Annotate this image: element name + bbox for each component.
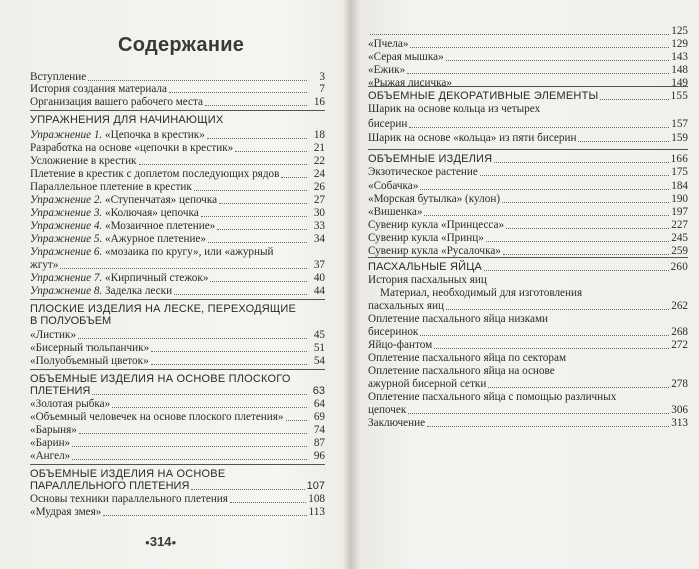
toc-entry[interactable]: Экзотическое растение 175 <box>368 166 688 178</box>
toc-section-heading[interactable]: ОБЪЕМНЫЕ ДЕКОРАТИВНЫЕ ЭЛЕМЕНТЫ 155 <box>368 86 688 103</box>
toc-entry[interactable]: «Ангел» 96 <box>30 450 325 462</box>
toc-entry-continuation[interactable]: жгут» 37 <box>30 259 325 271</box>
toc-entry-line[interactable]: Оплетение пасхального яйца с помощью различных <box>368 391 617 403</box>
toc-entry[interactable]: «Листик» 45 <box>30 329 325 341</box>
toc-entry[interactable]: Заключение 313 <box>368 417 688 429</box>
toc-entry-continuation[interactable]: пасхальных яиц 262 <box>368 300 688 312</box>
toc-entry-line[interactable]: История пасхальных яиц <box>368 274 487 286</box>
toc-entry[interactable]: Сувенир кукла «Русалочка» 259 <box>368 245 688 257</box>
toc-entry-continuation[interactable]: бисеринок 268 <box>368 326 688 338</box>
toc-section-continuation: В ПОЛУОБЪЕМ <box>30 315 112 327</box>
toc-entry[interactable]: Упражнение 1. «Цепочка в крестик» 18 <box>30 129 325 141</box>
toc-section-heading: ПЛОСКИЕ ИЗДЕЛИЯ НА ЛЕСКЕ, ПЕРЕХОДЯЩИЕ <box>30 299 325 316</box>
toc-entry[interactable]: «Морская бутылка» (кулон) 190 <box>368 193 688 205</box>
toc-section-continuation[interactable]: ПАРАЛЛЕЛЬНОГО ПЛЕТЕНИЯ 107 <box>30 480 325 492</box>
ornament-icon: ● <box>145 538 150 548</box>
page-title: Содержание <box>118 34 245 56</box>
page-number: ●314● <box>145 534 177 549</box>
toc-entry[interactable]: Организация вашего рабочего места 16 <box>30 96 325 108</box>
toc-entry[interactable]: «Вишенка» 197 <box>368 206 688 218</box>
toc-entry[interactable]: Упражнение 3. «Колючая» цепочка 30 <box>30 207 325 219</box>
toc-entry[interactable]: Вступление 3 <box>30 71 325 83</box>
toc-entry[interactable]: Параллельное плетение в крестик 26 <box>30 181 325 193</box>
toc-entry[interactable]: «Собачка» 184 <box>368 180 688 192</box>
toc-entry-line[interactable]: Оплетение пасхального яйца низками <box>368 313 549 325</box>
toc-section-heading[interactable]: ПАСХАЛЬНЫЕ ЯЙЦА 260 <box>368 257 688 274</box>
toc-entry[interactable]: «Объемный человечек на основе плоского плетения» 69 <box>30 411 325 423</box>
toc-entry-continuation[interactable]: цепочек 306 <box>368 404 688 416</box>
toc-entry-line[interactable]: Оплетение пасхального яйца по секторам <box>368 352 567 364</box>
toc-entry-line[interactable]: Упражнение 6. «мозаика по кругу», или «ажурный <box>30 246 274 258</box>
toc-entry[interactable]: 125 <box>368 25 688 38</box>
toc-entry-line[interactable]: Материал, необходимый для изготовления <box>380 287 583 299</box>
toc-section-heading: ОБЪЕМНЫЕ ИЗДЕЛИЯ НА ОСНОВЕ <box>30 464 325 481</box>
toc-section-heading: ОБЪЕМНЫЕ ИЗДЕЛИЯ НА ОСНОВЕ ПЛОСКОГО <box>30 369 325 386</box>
toc-entry[interactable]: Сувенир кукла «Принц» 245 <box>368 232 688 244</box>
toc-entry[interactable]: Яйцо-фантом 272 <box>368 339 688 351</box>
toc-entry[interactable]: Упражнение 8. Заделка лески 44 <box>30 285 325 297</box>
toc-entry-line[interactable]: Шарик на основе кольца из четырех <box>368 103 541 115</box>
toc-entry[interactable]: Усложнение в крестик 22 <box>30 155 325 167</box>
toc-entry[interactable]: Упражнение 7. «Кирпичный стежок» 40 <box>30 272 325 284</box>
toc-entry[interactable]: «Золотая рыбка» 64 <box>30 398 325 410</box>
toc-entry[interactable]: Упражнение 4. «Мозаичное плетение» 33 <box>30 220 325 232</box>
toc-section-heading[interactable]: ОБЪЕМНЫЕ ИЗДЕЛИЯ 166 <box>368 149 688 166</box>
toc-entry[interactable]: «Серая мышка» 143 <box>368 51 688 63</box>
toc-entry-continuation[interactable]: бисерин 157 <box>368 118 688 130</box>
toc-entry[interactable]: «Барин» 87 <box>30 437 325 449</box>
toc-entry[interactable]: Шарик на основе «кольца» из пяти бисерин 159 <box>368 132 688 144</box>
toc-section-heading: УПРАЖНЕНИЯ ДЛЯ НАЧИНАЮЩИХ <box>30 110 325 127</box>
right-page <box>352 0 699 569</box>
toc-entry[interactable]: «Бисерный тюльпанчик» 51 <box>30 342 325 354</box>
toc-entry[interactable]: «Ежик» 148 <box>368 64 688 76</box>
toc-section-continuation[interactable]: ПЛЕТЕНИЯ 63 <box>30 385 325 397</box>
toc-entry[interactable]: «Полуобъемный цветок» 54 <box>30 355 325 367</box>
toc-entry[interactable]: «Барыня» 74 <box>30 424 325 436</box>
toc-entry[interactable]: Сувенир кукла «Принцесса» 227 <box>368 219 688 231</box>
toc-entry[interactable]: История создания материала 7 <box>30 83 325 95</box>
toc-entry[interactable]: Плетение в крестик с доплетом последующих рядов 24 <box>30 168 325 180</box>
toc-entry-line[interactable]: Оплетение пасхального яйца на основе <box>368 365 555 377</box>
ornament-icon: ● <box>171 538 177 548</box>
toc-entry[interactable]: «Мудрая змея» 113 <box>30 506 325 518</box>
toc-entry[interactable]: «Рыжая лисичка» 149 <box>368 77 688 89</box>
toc-entry-continuation[interactable]: ажурной бисерной сетки 278 <box>368 378 688 390</box>
toc-entry[interactable]: Основы техники параллельного плетения 108 <box>30 493 325 505</box>
toc-entry[interactable]: «Пчела» 129 <box>368 38 688 50</box>
toc-entry[interactable]: Упражнение 5. «Ажурное плетение» 34 <box>30 233 325 245</box>
toc-entry[interactable]: Разработка на основе «цепочки в крестик» 21 <box>30 142 325 154</box>
toc-entry[interactable]: Упражнение 2. «Ступенчатая» цепочка 27 <box>30 194 325 206</box>
